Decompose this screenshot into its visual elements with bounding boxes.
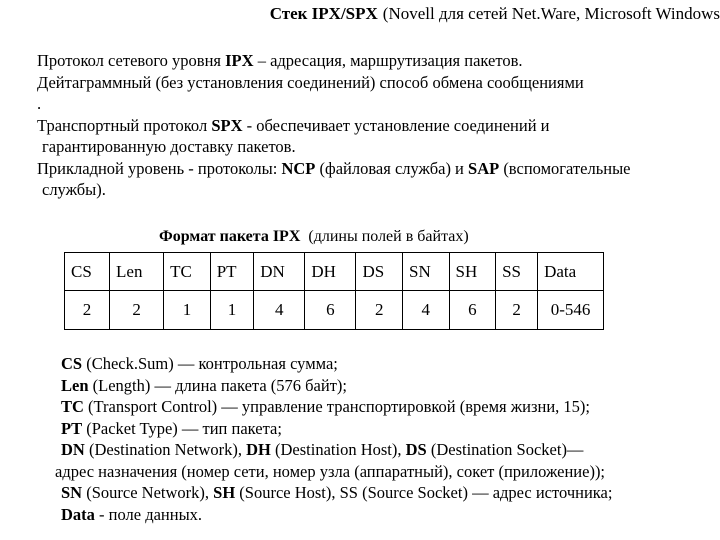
text: (Destination Network), [84, 440, 247, 459]
field-length: 2 [496, 291, 538, 330]
intro-line: . [37, 94, 42, 113]
text: (Destination Host), [270, 440, 406, 459]
intro-line: Дейтаграммный (без установления соединений) способ обмена сообщениями [37, 72, 584, 92]
field-name: PT [210, 253, 253, 291]
abbr: TC [61, 397, 84, 416]
field-name: SH [449, 253, 496, 291]
text: Транспортный протокол [37, 115, 212, 135]
text: (вспомогательные [499, 158, 631, 178]
field-length: 2 [110, 291, 164, 330]
text: (Check.Sum) — контрольная сумма; [82, 354, 338, 373]
field-length: 2 [65, 291, 110, 330]
keyword-spx: SPX [211, 115, 243, 135]
text: (Packet Type) — тип пакета; [82, 418, 282, 438]
text: - поле данных. [94, 504, 203, 524]
title-main: Стек IPX/SPX [269, 4, 378, 23]
intro-text [37, 50, 707, 201]
field-length: 1 [210, 291, 253, 330]
field-length: 6 [305, 291, 356, 330]
text: Прикладной уровень - протоколы: [37, 158, 282, 178]
intro-line: службы). [42, 180, 106, 199]
field-name: SN [403, 253, 450, 291]
text: (Length) — длина пакета (576 байт); [88, 375, 348, 395]
text: (Source Host), SS (Source Socket) — адрес источника; [235, 483, 613, 502]
intro-line [37, 50, 707, 72]
legend-item-len [55, 375, 715, 397]
legend-item-source [55, 482, 715, 504]
field-length: 1 [164, 291, 211, 330]
caption-note: (длины полей в байтах) [308, 228, 469, 245]
abbr: SN [61, 483, 83, 502]
abbr: Data [61, 504, 95, 524]
text: (Source Network), [82, 483, 214, 502]
abbr: SH [213, 483, 236, 502]
abbr: DH [246, 440, 271, 459]
legend-item-cs [55, 353, 715, 375]
keyword-sap: SAP [468, 158, 500, 178]
intro-line: гарантированную доставку пакетов. [42, 137, 296, 156]
ipx-packet-format-table [64, 252, 604, 330]
field-name: DS [356, 253, 403, 291]
title-note: (Novell для сетей Net.Ware, Microsoft Windows [382, 4, 720, 23]
legend-item-tc [55, 396, 715, 418]
slide-title [0, 4, 720, 24]
field-name: DH [305, 253, 356, 291]
field-name: Data [538, 253, 604, 291]
field-name: DN [254, 253, 305, 291]
caption-title: Формат пакета IPX [159, 228, 301, 245]
legend-item-destination [55, 439, 715, 461]
legend-item-pt [55, 418, 715, 440]
field-length: 0-546 [538, 291, 604, 330]
abbr: Len [61, 375, 89, 395]
text: (Destination Socket)— [426, 440, 584, 459]
field-length: 4 [403, 291, 450, 330]
field-name: CS [65, 253, 110, 291]
legend-item-data [55, 504, 715, 526]
intro-line [37, 158, 707, 180]
abbr: DN [61, 440, 85, 459]
text: (файловая служба) и [315, 158, 469, 178]
abbr: DS [405, 440, 427, 459]
keyword-ipx: IPX [225, 51, 254, 70]
text: (Transport Control) — управление транспортировкой (время жизни, 15); [83, 397, 591, 416]
table-caption [159, 228, 469, 246]
field-name: TC [164, 253, 211, 291]
table-row-lengths [65, 291, 604, 330]
keyword-ncp: NCP [281, 158, 316, 178]
legend-item-destination-cont: адрес назначения (номер сети, номер узла (аппаратный), сокет (приложение)); [55, 461, 606, 481]
abbr: CS [61, 354, 83, 373]
field-legend [55, 353, 715, 525]
field-name: SS [496, 253, 538, 291]
text: – адресация, маршрутизация пакетов. [253, 51, 523, 70]
intro-line [37, 115, 707, 137]
field-length: 4 [254, 291, 305, 330]
field-name: Len [110, 253, 164, 291]
text: - обеспечивает установление соединений и [242, 115, 550, 135]
table-row-names [65, 253, 604, 291]
text: Протокол сетевого уровня [37, 51, 226, 70]
field-length: 2 [356, 291, 403, 330]
abbr: PT [61, 418, 83, 438]
field-length: 6 [449, 291, 496, 330]
